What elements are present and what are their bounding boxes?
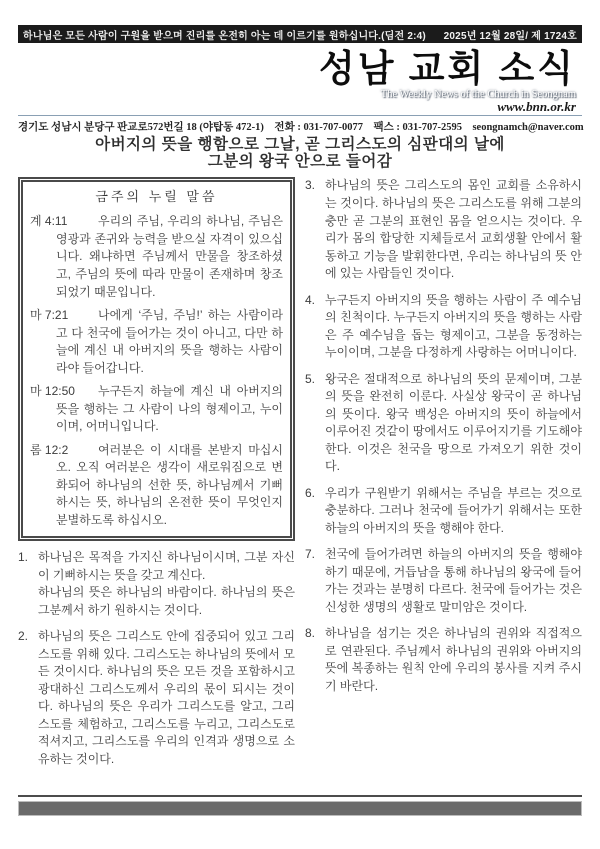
date-issue: 2025년 12월 28일/ 제 1724호 (443, 30, 577, 42)
point-text: 누구든지 아버지의 뜻을 행하는 사람이 주 예수님의 친척이다. 누구든지 아버지의 뜻을 행하는 사람은 주 예수님을 돕는 형제이고, 그분을 동정하는 누이이며, 그분을 다정하게 사랑하는 어머니이다. (325, 292, 582, 360)
point-number: 7. (305, 547, 316, 562)
verse-rev-4-11 (30, 213, 283, 301)
masthead-photo (18, 43, 582, 115)
point-text: 하나님은 목적을 가지신 하나님이시며, 그분 자신이 기뻐하시는 뜻을 갖고 계신다. (38, 550, 295, 582)
point-text: 왕국은 절대적으로 하나님의 뜻의 문제이며, 그분의 뜻을 완전히 이룬다. 사실상 왕국이 곧 하나님의 뜻이다. 왕국 백성은 아버지의 뜻이 하늘에서 이루어진 것같이 땅에서도 이루어지기를 기도해야 한다. 이것은 천국을 땅으로 가져오기 위한 것이다. (325, 371, 582, 474)
contact-line: 경기도 성남시 분당구 판교로572번길 18 (야탑동 472-1) 전화 : 031-707-0077 팩스 : 031-707-2595 seongnamch@naver.com (18, 122, 584, 133)
headline (18, 137, 582, 170)
verse-ref: 마 7:21 (30, 308, 69, 323)
point-5 (305, 371, 582, 476)
point-number: 8. (305, 626, 316, 641)
scripture-box-title: 금주의 누릴 말씀 (95, 189, 218, 205)
point-number: 2. (18, 629, 29, 644)
point-text: 하나님의 뜻은 그리스도의 몸인 교회를 소유하시는 것이다. 하나님의 뜻은 그리스도를 위해 그분의 충만 곧 그분의 표현인 몸을 얻으시는 것이다. 우리가 몸의 합당한 지체들로서 교회생활 안에서 활동하고 기능을 발휘한다면, 우리는 하나님의 뜻 안에 있는 사람들인 것이다. (325, 178, 582, 281)
verse-text: 여러분은 이 시대를 본받지 마십시오. 오직 여러분은 생각이 새로워짐으로 변화되어 하나님의 선한 뜻, 하나님께서 기뻐하시는 뜻, 하나님의 온전한 뜻이 무엇인지 분별하도록 하십시오. (56, 442, 283, 527)
verse-ref: 롬 12:2 (30, 442, 69, 457)
point-8 (305, 625, 582, 695)
point-6 (305, 485, 582, 538)
verse-text: 나에게 ‘주님, 주님!’ 하는 사람이라고 다 천국에 들어가는 것이 아니고, 다만 하늘에 계신 내 아버지의 뜻을 행하는 사람이라야 들어갑니다. (56, 308, 283, 375)
point-number: 3. (305, 178, 316, 193)
left-column (18, 177, 295, 777)
point-number: 1. (18, 550, 29, 565)
point-2 (18, 628, 295, 768)
masthead-divider (18, 115, 582, 116)
point-number: 6. (305, 485, 316, 500)
footer-bar (18, 801, 582, 816)
point-text: 하나님의 뜻은 그리스도 안에 집중되어 있고 그리스도를 위해 있다. 그리스도는 하나님의 뜻에서 모든 것이시다. 하나님의 뜻은 모든 것을 포함하시고 광대하신 그리스도께서 우리의 몫이 되시는 것이다. 하나님의 뜻은 우리가 그리스도를 알고, 그리스도를 체험하고, 그리스도를 누리고, 그리스도로 적셔지고, 그리스도를 우리의 인격과 생명으로 소유하는 것이다. (38, 629, 295, 766)
body-columns (18, 177, 582, 777)
verse-ref: 마 12:50 (30, 384, 75, 399)
verse-rom-12-2 (30, 442, 283, 530)
newsletter-subtitle: The Weekly News of the Church in Seongnam (380, 88, 576, 100)
headline-line2: 그분의 왕국 안으로 들어감 (207, 152, 393, 170)
verse-matt-12-50 (30, 383, 283, 436)
point-1 (18, 549, 295, 619)
top-slogan: 하나님은 모든 사람이 구원을 받으며 진리를 온전히 아는 데 이르기를 원하십니다.(딤전 2:4) (23, 30, 426, 42)
point-7 (305, 546, 582, 616)
point-number: 4. (305, 292, 316, 307)
footer-divider (18, 795, 582, 797)
point-4 (305, 292, 582, 362)
point-number: 5. (305, 371, 316, 386)
verse-ref: 계 4:11 (30, 214, 68, 229)
point-text: 우리가 구원받기 위해서는 주님을 부르는 것으로 충분하다. 그러나 천국에 들어가기 위해서는 또한 하늘의 아버지의 뜻을 행해야 한다. (325, 485, 582, 535)
verse-text: 누구든지 하늘에 계신 내 아버지의 뜻을 행하는 그 사람이 나의 형제이고, 누이이며, 어머니입니다. (56, 384, 283, 434)
point-text: 하나님의 뜻은 하나님의 바람이다. 하나님의 뜻은 그분께서 하기 원하시는 것이다. (38, 585, 295, 617)
scripture-box (18, 177, 295, 541)
point-text: 하나님을 섬기는 것은 하나님의 권위와 직접적으로 연관된다. 주님께서 하나님의 권위와 아버지의 뜻에 복종하는 원칙 안에 우리의 봉사를 지켜 주시기 바란다. (325, 626, 582, 693)
verse-matt-7-21 (30, 307, 283, 377)
masthead-block (319, 48, 576, 114)
point-text: 천국에 들어가려면 하늘의 아버지의 뜻을 행해야 하기 때문에, 거듭남을 통해 하나님의 왕국에 들어가는 것과는 분명히 다르다. 천국에 들어가는 것은 신성한 생명의 생활로 말미암은 것이다. (325, 547, 582, 614)
right-column (305, 177, 582, 777)
verse-text: 우리의 주님, 우리의 하나님, 주님은 영광과 존귀와 능력을 받으실 자격이 있으십니다. 왜냐하면 주님께서 만물을 창조하셨고, 주님의 뜻에 따라 만물이 존재하며 창조되었기 때문입니다. (56, 214, 283, 299)
headline-line1: 아버지의 뜻을 행함으로 그날, 곧 그리스도의 심판대의 날에 (95, 136, 505, 153)
newsletter-content (18, 25, 582, 777)
point-3 (305, 177, 582, 282)
website-url: www.bnn.or.kr (497, 98, 576, 114)
top-banner (18, 25, 582, 43)
page-footer (18, 795, 582, 816)
newsletter-title: 성남 교회 소식 (319, 48, 576, 90)
